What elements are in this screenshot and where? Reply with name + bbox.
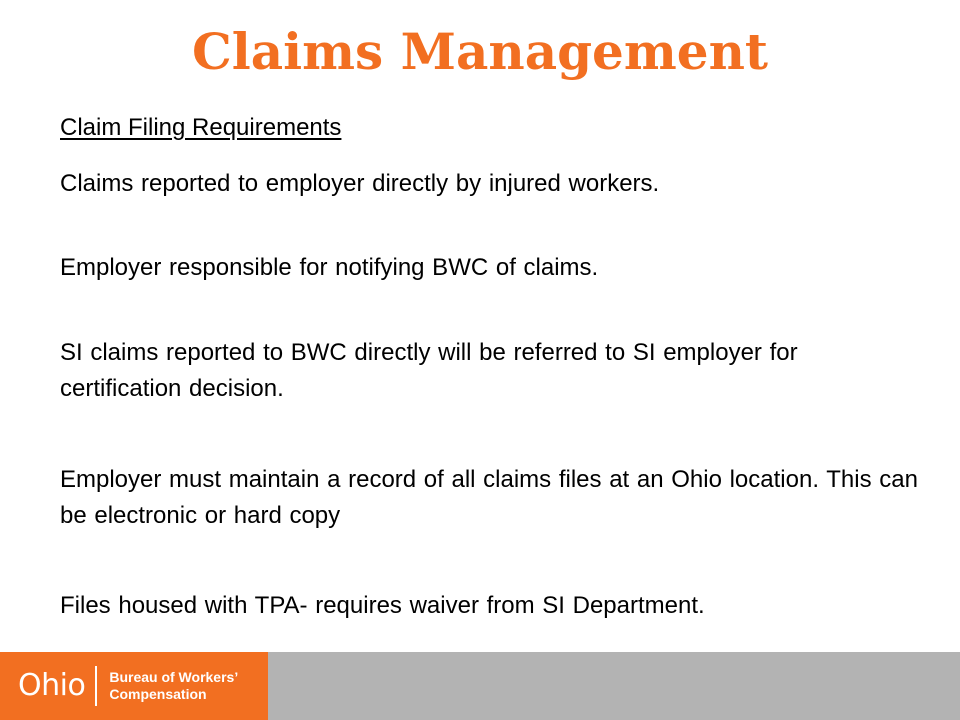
bwc-name	[109, 669, 238, 703]
paragraph-5: Files housed with TPA- requires waiver from SI Department.	[60, 592, 705, 619]
slide-title: Claims Management	[191, 22, 769, 81]
ohio-bwc-logo	[18, 664, 238, 708]
bwc-name-line-1: Bureau of Workers’	[109, 669, 239, 685]
footer-brand-block	[0, 652, 268, 720]
paragraph-4: Employer must maintain a record of all claims files at an Ohio location. This can be electronic or hard copy	[60, 466, 918, 529]
ohio-wordmark: Ohio	[18, 668, 86, 703]
logo-divider	[95, 666, 97, 706]
paragraph-3: SI claims reported to BWC directly will be referred to SI employer for certification decision.	[60, 339, 798, 402]
bwc-name-line-2: Compensation	[109, 686, 207, 702]
paragraph-1: Claims reported to employer directly by injured workers.	[60, 170, 660, 197]
paragraph-2: Employer responsible for notifying BWC of claims.	[60, 254, 599, 281]
footer-bar	[0, 652, 960, 720]
section-subtitle: Claim Filing Requirements	[60, 114, 342, 141]
